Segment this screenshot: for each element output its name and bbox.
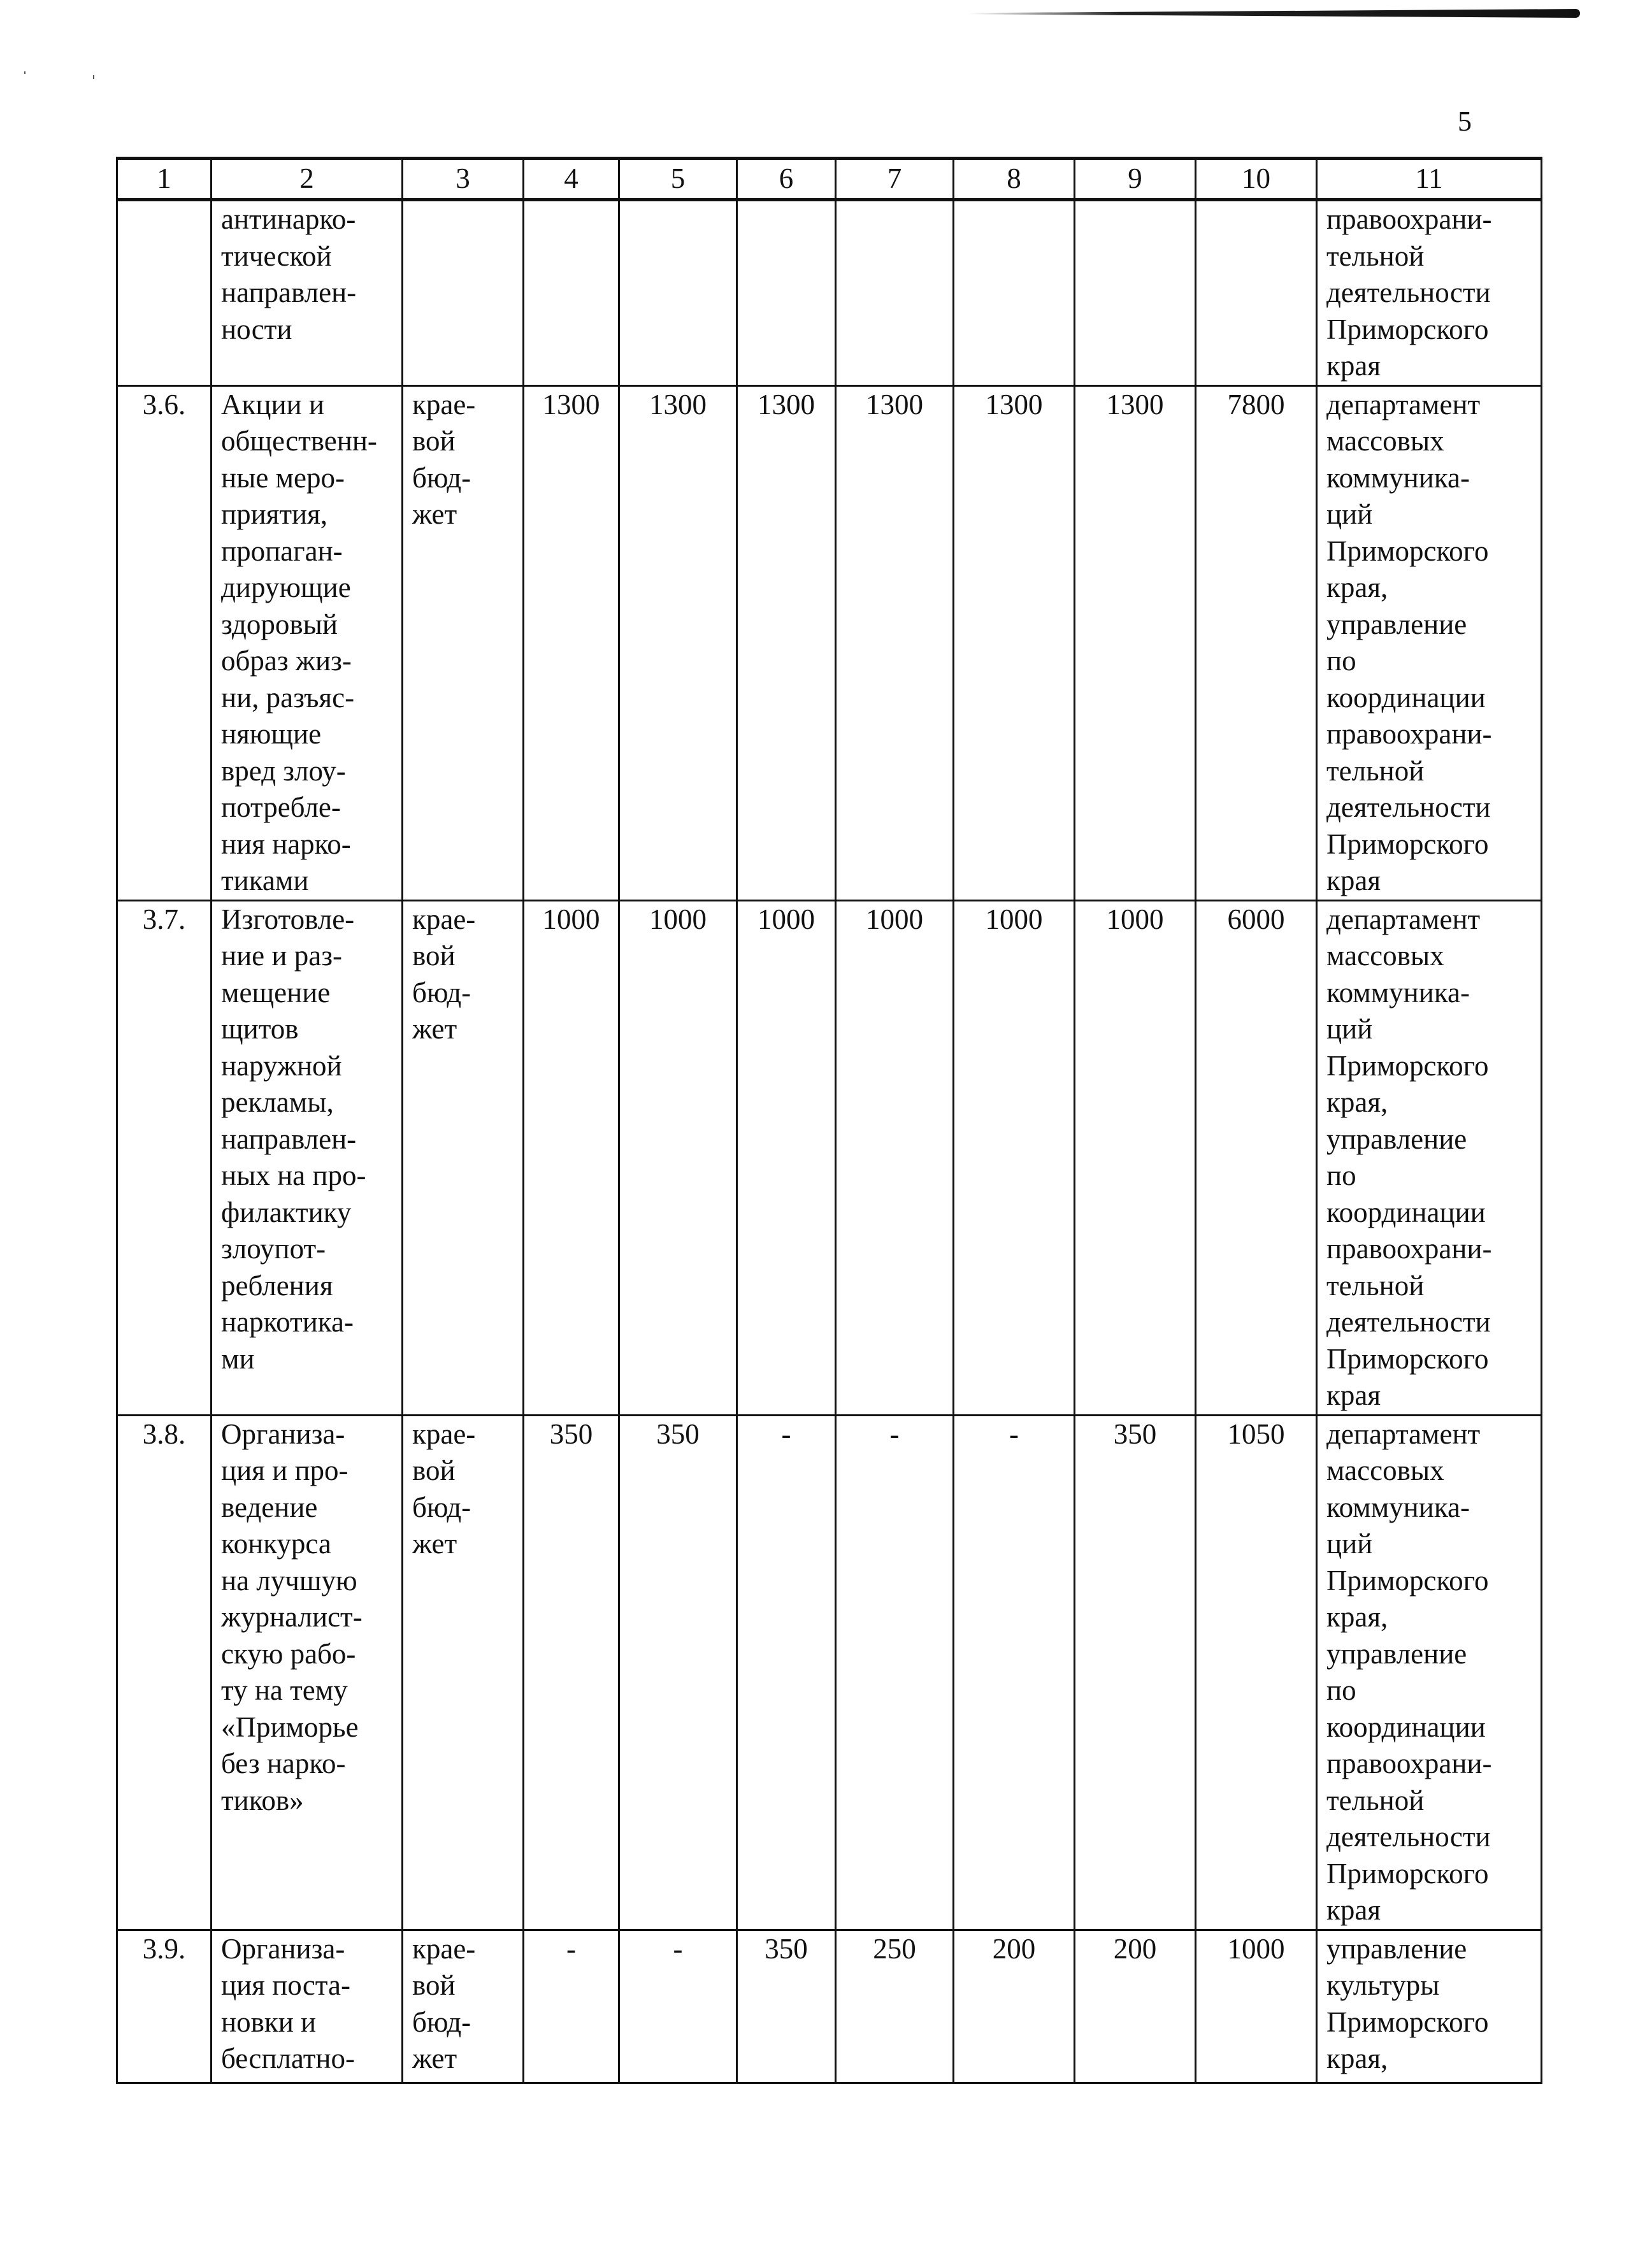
activity-name-cell [212, 900, 403, 1415]
column-header: 9 [1075, 159, 1196, 200]
cell-text-line: рекламы, [221, 1086, 334, 1118]
funding-source-cell [403, 1930, 524, 2083]
cell-text-line: бюд- [412, 976, 471, 1008]
cell-text-line: Организа- [221, 1932, 345, 1965]
scan-speck [24, 71, 25, 74]
year-value-cell [954, 200, 1075, 386]
cell-text-line: крае- [412, 1932, 476, 1965]
cell-text-line: деятельности [1326, 276, 1491, 308]
year-value-cell: - [954, 1415, 1075, 1930]
cell-text-line: Приморского [1326, 1564, 1489, 1597]
table-row [117, 1415, 1542, 1930]
cell-text-line: коммуника- [1326, 976, 1470, 1008]
cell-text-line: тической [221, 240, 332, 272]
cell-text-line: антинарко- [221, 203, 356, 235]
year-value-cell: 1300 [836, 385, 954, 900]
cell-text-line: края [1326, 865, 1381, 896]
cell-text-line: жет [412, 1013, 457, 1045]
cell-text-line: крае- [412, 1418, 476, 1450]
cell-text-line: вой [412, 425, 456, 457]
cell-text-line: ций [1326, 1528, 1373, 1560]
cell-text-line: наркотика- [221, 1306, 354, 1338]
activity-name-cell [212, 1930, 403, 2083]
total-value-cell [1196, 200, 1317, 386]
item-number-cell: 3.8. [117, 1415, 212, 1930]
cell-text-line: без нарко- [221, 1748, 346, 1779]
cell-text-line: вой [412, 1969, 456, 2001]
cell-text-line: наружной [221, 1049, 342, 1082]
activity-name-cell [212, 1415, 403, 1930]
cell-text-line: потребле- [221, 791, 341, 823]
cell-text-line: ция поста- [221, 1969, 350, 2001]
cell-text-line: правоохрани- [1326, 718, 1492, 750]
cell-text-line: массовых [1326, 1454, 1444, 1486]
cell-text-line: Приморского [1326, 1049, 1489, 1082]
year-value-cell: - [737, 1415, 836, 1930]
year-value-cell [737, 200, 836, 386]
cell-text-line: массовых [1326, 425, 1444, 457]
year-value-cell [1075, 200, 1196, 386]
cell-text-line: ни, разъяс- [221, 681, 355, 714]
column-header: 7 [836, 159, 954, 200]
year-value-cell [524, 200, 619, 386]
cell-text-line: края, [1326, 1601, 1388, 1633]
executor-cell [1317, 900, 1542, 1415]
cell-text-line: общественн- [221, 425, 377, 457]
year-value-cell: 1000 [954, 900, 1075, 1415]
total-value-cell: 1050 [1196, 1415, 1317, 1930]
cell-text-line: ние и раз- [221, 940, 342, 972]
year-value-cell: 1300 [1075, 385, 1196, 900]
cell-text-line: Изготовле- [221, 903, 355, 935]
cell-text-line: департамент [1326, 903, 1481, 935]
cell-text-line: тельной [1326, 240, 1425, 272]
page-number: 5 [1458, 106, 1472, 137]
cell-text-line: ми [221, 1342, 255, 1375]
table-row [117, 900, 1542, 1415]
executor-cell [1317, 1415, 1542, 1930]
cell-text-line: коммуника- [1326, 461, 1470, 494]
cell-text-line: новки и [221, 2006, 317, 2038]
cell-text-line: вой [412, 1454, 456, 1486]
cell-text-line: управление [1326, 1637, 1467, 1670]
activity-name-cell [212, 385, 403, 900]
cell-text-line: управление [1326, 1123, 1467, 1155]
executor-cell [1317, 385, 1542, 900]
funding-source-cell [403, 1415, 524, 1930]
cell-text-line: тиков» [221, 1784, 304, 1816]
year-value-cell: - [619, 1930, 737, 2083]
year-value-cell: - [836, 1415, 954, 1930]
cell-text-line: бюд- [412, 2006, 471, 2038]
cell-text-line: управление [1326, 608, 1467, 640]
cell-text-line: массовых [1326, 940, 1444, 972]
cell-text-line: направлен- [221, 1123, 357, 1155]
item-number-cell: 3.7. [117, 900, 212, 1415]
cell-text-line: правоохрани- [1326, 1748, 1492, 1779]
program-activities-table [116, 157, 1542, 2084]
column-header: 3 [403, 159, 524, 200]
cell-text-line: края [1326, 1379, 1381, 1411]
cell-text-line: по [1326, 1674, 1356, 1706]
cell-text-line: Приморского [1326, 1342, 1489, 1375]
cell-text-line: ций [1326, 1013, 1373, 1045]
cell-text-line: ности [221, 313, 292, 345]
cell-text-line: ция и про- [221, 1454, 348, 1486]
cell-text-line: крае- [412, 903, 476, 935]
cell-text-line: бюд- [412, 461, 471, 494]
item-number-cell: 3.6. [117, 385, 212, 900]
cell-text-line: приятия, [221, 498, 328, 530]
year-value-cell: 1300 [737, 385, 836, 900]
year-value-cell: 1300 [619, 385, 737, 900]
cell-text-line: коммуника- [1326, 1491, 1470, 1523]
cell-text-line: ведение [221, 1491, 318, 1523]
cell-text-line: деятельности [1326, 1821, 1491, 1853]
cell-text-line: культуры [1326, 1969, 1440, 2001]
cell-text-line: края, [1326, 2042, 1388, 2074]
year-value-cell: 1300 [954, 385, 1075, 900]
column-header: 6 [737, 159, 836, 200]
year-value-cell: 350 [1075, 1415, 1196, 1930]
cell-text-line: вой [412, 940, 456, 972]
cell-text-line: деятельности [1326, 791, 1491, 823]
table-row [117, 1930, 1542, 2083]
cell-text-line: края [1326, 350, 1381, 382]
cell-text-line: жет [412, 2042, 457, 2074]
column-number-row [117, 159, 1542, 200]
column-header: 5 [619, 159, 737, 200]
cell-text-line: Приморского [1326, 535, 1489, 567]
cell-text-line: правоохрани- [1326, 203, 1492, 235]
cell-text-line: ций [1326, 498, 1373, 530]
year-value-cell: 1000 [836, 900, 954, 1415]
year-value-cell: 350 [737, 1930, 836, 2083]
total-value-cell: 7800 [1196, 385, 1317, 900]
cell-text-line: скую рабо- [221, 1637, 356, 1670]
table-row [117, 200, 1542, 386]
activity-name-cell [212, 200, 403, 386]
total-value-cell: 1000 [1196, 1930, 1317, 2083]
cell-text-line: образ жиз- [221, 645, 352, 677]
cell-text-line: конкурса [221, 1528, 331, 1560]
year-value-cell: 200 [954, 1930, 1075, 2083]
year-value-cell: 350 [524, 1415, 619, 1930]
cell-text-line: правоохрани- [1326, 1233, 1492, 1265]
cell-text-line: Приморского [1326, 828, 1489, 860]
cell-text-line: департамент [1326, 1418, 1481, 1450]
cell-text-line: координации [1326, 1711, 1486, 1743]
cell-text-line: бесплатно- [221, 2042, 355, 2074]
year-value-cell: 1000 [524, 900, 619, 1415]
cell-text-line: бюд- [412, 1491, 471, 1523]
year-value-cell [619, 200, 737, 386]
column-header: 11 [1317, 159, 1542, 200]
cell-text-line: края, [1326, 571, 1388, 603]
cell-text-line: ных на про- [221, 1159, 366, 1191]
cell-text-line: Приморского [1326, 1857, 1489, 1890]
cell-text-line: вред злоу- [221, 754, 346, 787]
column-header: 8 [954, 159, 1075, 200]
cell-text-line: деятельности [1326, 1306, 1491, 1338]
cell-text-line: направлен- [221, 276, 357, 308]
cell-text-line: крае- [412, 388, 476, 420]
cell-text-line: здоровый [221, 608, 338, 640]
cell-text-line: филактику [221, 1196, 352, 1228]
cell-text-line: «Приморье [221, 1711, 359, 1743]
cell-text-line: жет [412, 498, 457, 530]
cell-text-line: журналист- [221, 1601, 363, 1633]
cell-text-line: пропаган- [221, 535, 343, 567]
cell-text-line: ту на тему [221, 1674, 348, 1706]
cell-text-line: координации [1326, 681, 1486, 714]
executor-cell [1317, 1930, 1542, 2083]
cell-text-line: тельной [1326, 1784, 1425, 1816]
cell-text-line: по [1326, 1159, 1356, 1191]
cell-text-line: Приморского [1326, 2006, 1489, 2038]
cell-text-line: координации [1326, 1196, 1486, 1228]
cell-text-line: тиками [221, 865, 309, 896]
cell-text-line: тельной [1326, 1269, 1425, 1302]
cell-text-line: Организа- [221, 1418, 345, 1450]
cell-text-line: щитов [221, 1013, 299, 1045]
item-number-cell [117, 200, 212, 386]
cell-text-line: дирующие [221, 571, 351, 603]
total-value-cell: 6000 [1196, 900, 1317, 1415]
year-value-cell: 1300 [524, 385, 619, 900]
item-number-cell: 3.9. [117, 1930, 212, 2083]
cell-text-line: ребления [221, 1269, 333, 1302]
year-value-cell: 250 [836, 1930, 954, 2083]
cell-text-line: тельной [1326, 754, 1425, 787]
cell-text-line: мещение [221, 976, 331, 1008]
cell-text-line: на лучшую [221, 1564, 357, 1597]
scan-speck [93, 75, 94, 79]
cell-text-line: края [1326, 1894, 1381, 1926]
cell-text-line: края, [1326, 1086, 1388, 1118]
column-header: 2 [212, 159, 403, 200]
cell-text-line: департамент [1326, 388, 1481, 420]
cell-text-line: ные меро- [221, 461, 345, 494]
year-value-cell: 1000 [619, 900, 737, 1415]
funding-source-cell [403, 900, 524, 1415]
year-value-cell: 1000 [1075, 900, 1196, 1415]
executor-cell [1317, 200, 1542, 386]
year-value-cell: - [524, 1930, 619, 2083]
funding-source-cell [403, 200, 524, 386]
cell-text-line: няющие [221, 718, 322, 750]
cell-text-line: по [1326, 645, 1356, 677]
cell-text-line: Акции и [221, 388, 324, 420]
year-value-cell: 350 [619, 1415, 737, 1930]
column-header: 10 [1196, 159, 1317, 200]
funding-source-cell [403, 385, 524, 900]
cell-text-line: злоупот- [221, 1233, 326, 1265]
cell-text-line: ния нарко- [221, 828, 351, 860]
cell-text-line: Приморского [1326, 313, 1489, 345]
year-value-cell [836, 200, 954, 386]
year-value-cell: 1000 [737, 900, 836, 1415]
cell-text-line: жет [412, 1528, 457, 1560]
column-header: 1 [117, 159, 212, 200]
scan-artifact-bar [968, 9, 1580, 18]
year-value-cell: 200 [1075, 1930, 1196, 2083]
column-header: 4 [524, 159, 619, 200]
table-row [117, 385, 1542, 900]
cell-text-line: управление [1326, 1932, 1467, 1965]
